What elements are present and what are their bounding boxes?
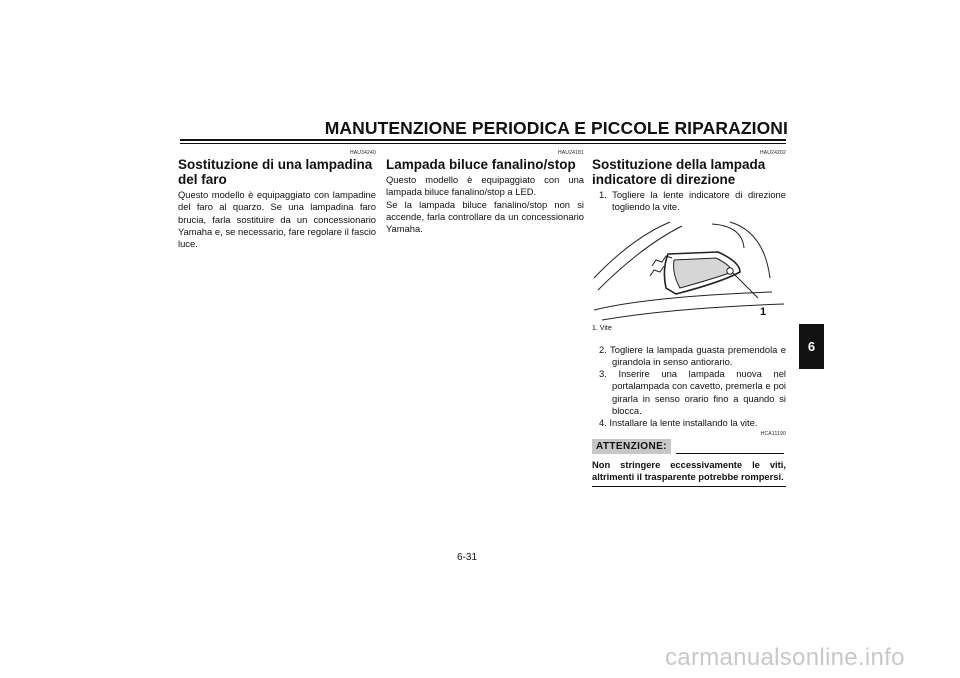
step-item: 4. Installare la lente installando la vite. [599, 417, 758, 429]
column-headlight [178, 150, 376, 250]
section-body: Questo modello è equipaggiato con lampadine del faro al quarzo. Se una lampadina faro brucia, farla sostituire da un concessionario Yamaha e, se necessario, fare regolare il fascio luce. [178, 189, 376, 250]
caution-header [592, 439, 786, 455]
header-rule-thin [180, 143, 786, 144]
caution-text: Non stringere eccessivamente le viti, altrimenti il trasparente potrebbe rompersi. [592, 458, 786, 482]
step-item: 1. Togliere la lente indicatore di direzione togliendo la vite. [599, 189, 786, 213]
watermark: carmanualsonline.info [665, 644, 905, 671]
page-number: 6-31 [457, 552, 478, 563]
section-code: HAU24181 [557, 150, 584, 156]
caution-end-rule [592, 486, 786, 487]
turn-signal-illustration [592, 218, 786, 322]
turn-signal-figure [592, 218, 786, 322]
caution-badge: ATTENZIONE: [592, 439, 671, 454]
caution-rule [676, 453, 784, 454]
section-title: Sostituzione di una lampadina del faro [178, 157, 373, 187]
section-body-1: Questo modello è equipaggiato con una lampada biluce fanalino/stop a LED. [386, 174, 584, 198]
section-code: HAU24202 [759, 150, 786, 156]
section-body-2: Se la lampada biluce fanalino/stop non si accende, farla controllare da un concessionario Yamaha. [386, 198, 584, 235]
step-item: 3. Inserire una lampada nuova nel portalampada con cavetto, premerla e poi girarla in senso orario fino a quando si blocca. [599, 368, 786, 417]
column-tail-brake-light [386, 150, 584, 235]
figure-caption: 1. Vite [592, 324, 612, 332]
column-turn-signal [592, 150, 786, 487]
chapter-tab: 6 [799, 324, 824, 369]
section-title: Lampada biluce fanalino/stop [386, 157, 576, 172]
figure-callout: 1 [760, 305, 767, 318]
page-header-title: MANUTENZIONE PERIODICA E PICCOLE RIPARAZIONI [324, 118, 788, 138]
caution-code: HCA11190 [760, 430, 786, 437]
step-item: 2. Togliere la lampada guasta premendola e girandola in senso antiorario. [599, 343, 786, 367]
section-title: Sostituzione della lampada indicatore di direzione [592, 157, 766, 187]
section-code: HAU34240 [349, 150, 376, 156]
header-rule-thick [180, 139, 786, 141]
